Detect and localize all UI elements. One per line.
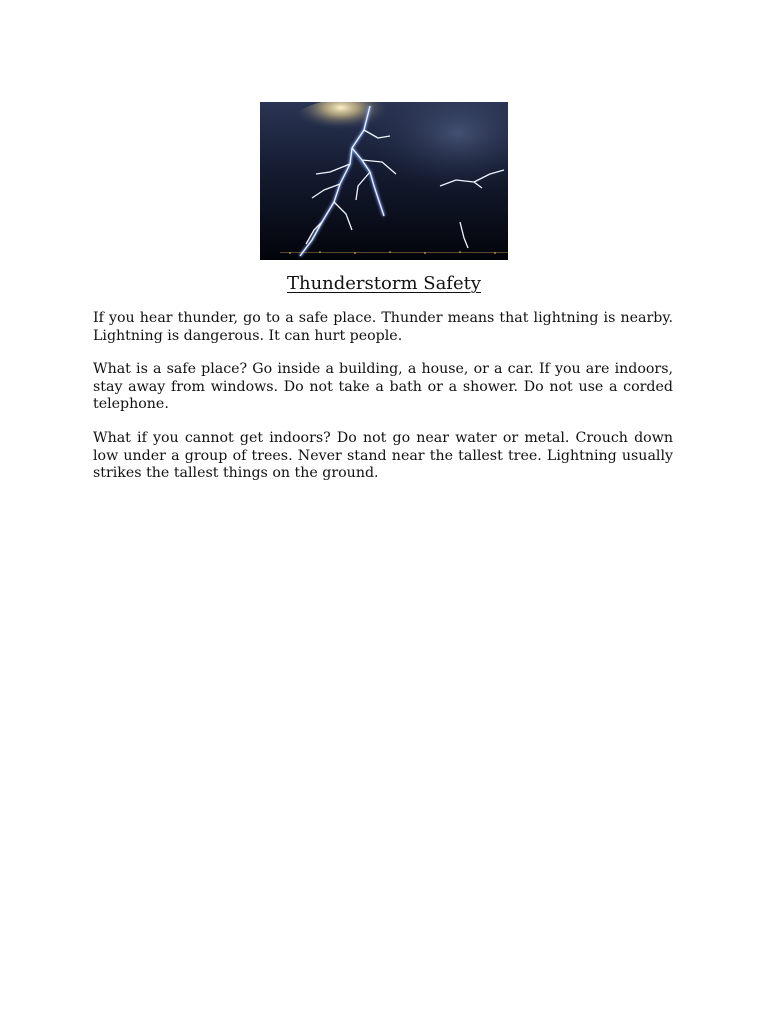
paragraph-2: What is a safe place? Go inside a building, a house, or a car. If you are indoors, stay away from windows. Do not take a bath or a shower. Do not use a corded telephone. [93, 361, 673, 412]
document-title-text: Thunderstorm Safety [286, 273, 482, 294]
document-title [0, 272, 768, 296]
paragraph-1: If you hear thunder, go to a safe place. Thunder means that lightning is nearby. Lightning is dangerous. It can hurt people. [93, 310, 673, 344]
paragraph-3: What if you cannot get indoors? Do not go near water or metal. Crouch down low under a group of trees. Never stand near the tallest tree. Lightning usually strikes the tallest things on the ground. [93, 430, 673, 481]
lightning-photo [260, 102, 508, 260]
